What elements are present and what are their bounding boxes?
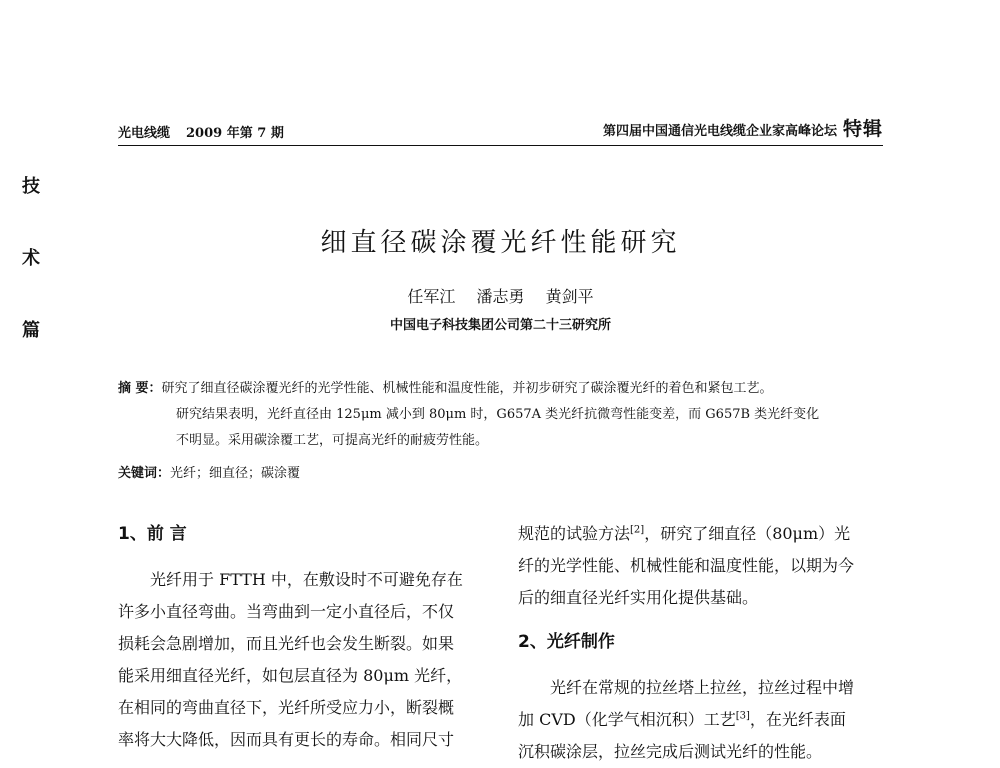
body-line: 光纤用于 FTTH 中，在敷设时不可避免存在 xyxy=(150,570,463,589)
author: 潘志勇 xyxy=(476,287,525,306)
author-list xyxy=(118,284,883,307)
side-label-char: 技 xyxy=(22,176,40,197)
paper-title: 细直径碳涂覆光纤性能研究 xyxy=(320,228,681,258)
section-side-label xyxy=(22,172,44,388)
citation-ref: [3] xyxy=(735,710,750,722)
citation-ref: [2] xyxy=(630,524,645,536)
body-line: 光纤在常规的拉丝塔上拉丝，拉丝过程中增 xyxy=(550,678,855,697)
body-line: 许多小直径弯曲。当弯曲到一定小直径后，不仅 xyxy=(118,602,455,621)
abstract-line: 研究了细直径碳涂覆光纤的光学性能、机械性能和温度性能，并初步研究了碳涂覆光纤的着色和紧包工艺。 xyxy=(161,381,773,396)
body-text: 规范的试验方法 xyxy=(518,524,631,543)
body-line: 纤的光学性能、机械性能和温度性能，以期为今 xyxy=(518,556,855,575)
body-line: 能采用细直径光纤，如包层直径为 80μm 光纤， xyxy=(118,666,463,685)
body-text: ，研究了细直径（80μm）光 xyxy=(644,524,851,543)
forum-name: 第四届中国通信光电线缆企业家高峰论坛 xyxy=(602,124,837,139)
right-column xyxy=(518,518,890,768)
journal-issue: 2009 年第 7 期 xyxy=(186,126,284,141)
section-heading: 1、前 言 xyxy=(118,524,187,544)
keywords-text: 光纤；细直径；碳涂覆 xyxy=(170,466,301,481)
body-line: 沉积碳涂层，拉丝完成后测试光纤的性能。 xyxy=(518,742,823,761)
affiliation: 中国电子科技集团公司第二十三研究所 xyxy=(389,318,611,333)
journal-info xyxy=(118,122,284,141)
left-column xyxy=(118,518,486,756)
body-line xyxy=(518,518,890,550)
author: 黄剑平 xyxy=(545,287,594,306)
keywords xyxy=(118,462,888,481)
side-label-char: 术 xyxy=(22,248,40,269)
body-line: 率将大大降低，因而具有更长的寿命。相同尺寸 xyxy=(118,730,455,749)
body-line: 后的细直径光纤实用化提供基础。 xyxy=(518,588,759,607)
journal-name: 光电线缆 xyxy=(118,126,171,141)
abstract-label: 摘 要： xyxy=(118,381,162,396)
body-line: 在相同的弯曲直径下，光纤所受应力小，断裂概 xyxy=(118,698,455,717)
abstract-line: 不明显。采用碳涂覆工艺，可提高光纤的耐疲劳性能。 xyxy=(176,433,489,448)
abstract xyxy=(118,376,888,454)
forum-info xyxy=(603,114,883,141)
side-label-char: 篇 xyxy=(22,320,40,341)
body-text: ，在光纤表面 xyxy=(749,710,846,729)
section-heading: 2、光纤制作 xyxy=(518,632,615,652)
special-issue-label: 特辑 xyxy=(842,118,883,140)
body-line: 损耗会急剧增加，而且光纤也会发生断裂。如果 xyxy=(118,634,455,653)
running-header xyxy=(118,118,883,146)
body-text: 加 CVD（化学气相沉积）工艺 xyxy=(518,710,736,729)
author: 任军江 xyxy=(407,287,456,306)
body-line xyxy=(518,704,890,736)
keywords-label: 关键词： xyxy=(118,466,171,481)
abstract-line: 研究结果表明，光纤直径由 125μm 减小到 80μm 时，G657A 类光纤抗微弯性能变差，而 G657B 类光纤变化 xyxy=(176,407,820,422)
